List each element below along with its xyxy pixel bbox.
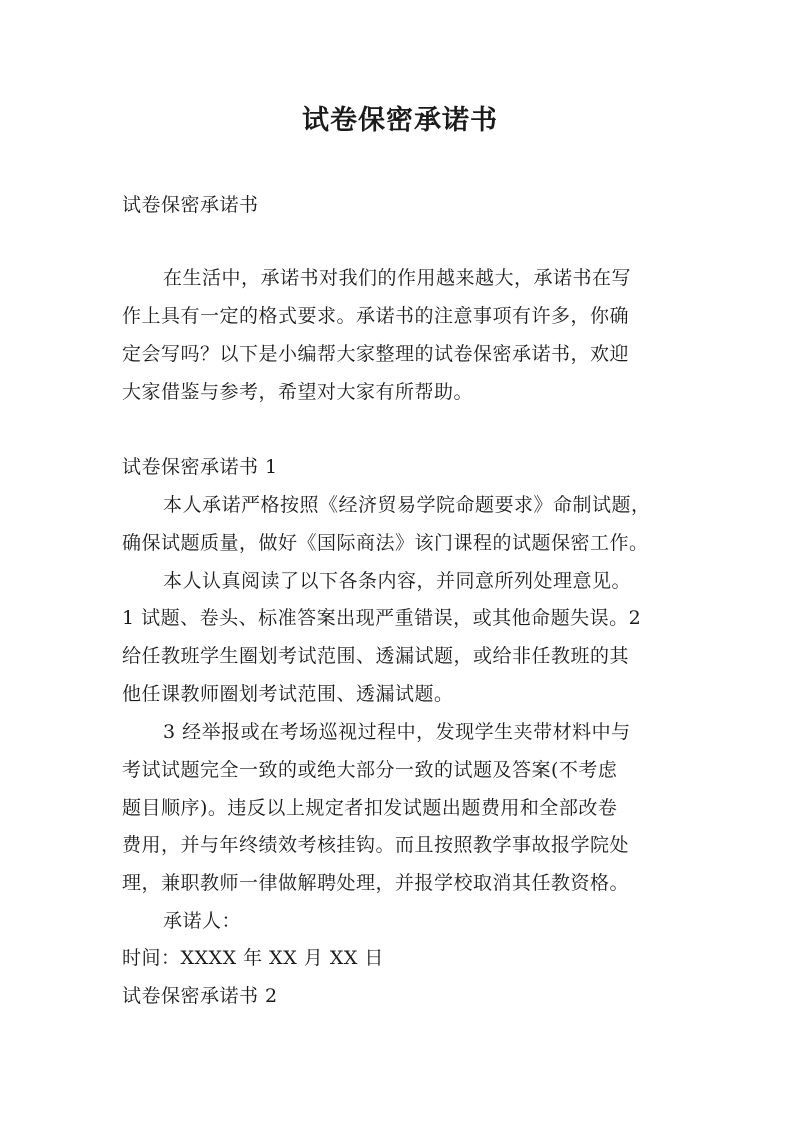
intro-line: 在生活中，承诺书对我们的作用越来越大，承诺书在写 — [163, 267, 632, 289]
section-1-line: 1 试题、卷头、标准答案出现严重错误，或其他命题失误。2 — [122, 607, 642, 629]
section-1-line: 本人认真阅读了以下各条内容，并同意所列处理意见。 — [163, 570, 632, 592]
section-1-line: 3 经举报或在考场巡视过程中，发现学生夹带材料中与 — [163, 721, 631, 743]
section-1-heading: 试卷保密承诺书 1 — [122, 456, 278, 478]
section-1-line: 理，兼职教师一律做解聘处理，并报学校取消其任教资格。 — [122, 872, 630, 894]
intro-line: 定会写吗？以下是小编帮大家整理的试卷保密承诺书，欢迎 — [122, 343, 630, 365]
section-2-heading: 试卷保密承诺书 2 — [122, 985, 278, 1007]
section-1-line: 本人承诺严格按照《经济贸易学院命题要求》命制试题， — [163, 494, 651, 516]
date-line: 时间：XXXX 年 XX 月 XX 日 — [122, 947, 384, 969]
intro-line: 大家借鉴与参考，希望对大家有所帮助。 — [122, 381, 474, 403]
section-1-line: 他任课教师圈划考试范围、透漏试题。 — [122, 683, 454, 705]
intro-line: 作上具有一定的格式要求。承诺书的注意事项有许多，你确 — [122, 305, 630, 327]
section-1-line: 考试试题完全一致的或绝大部分一致的试题及答案(不考虑 — [122, 759, 618, 781]
signer-label: 承诺人： — [163, 910, 242, 932]
document-subtitle: 试卷保密承诺书 — [122, 194, 259, 216]
section-1-line: 给任教班学生圈划考试范围、透漏试题，或给非任教班的其 — [122, 645, 630, 667]
section-1-line: 题目顺序)。违反以上规定者扣发试题出题费用和全部改卷 — [122, 797, 618, 819]
section-1-line: 确保试题质量，做好《国际商法》该门课程的试题保密工作。 — [122, 532, 649, 554]
section-1-line: 费用，并与年终绩效考核挂钩。而且按照教学事故报学院处 — [122, 834, 630, 856]
document-title: 试卷保密承诺书 — [302, 105, 498, 136]
